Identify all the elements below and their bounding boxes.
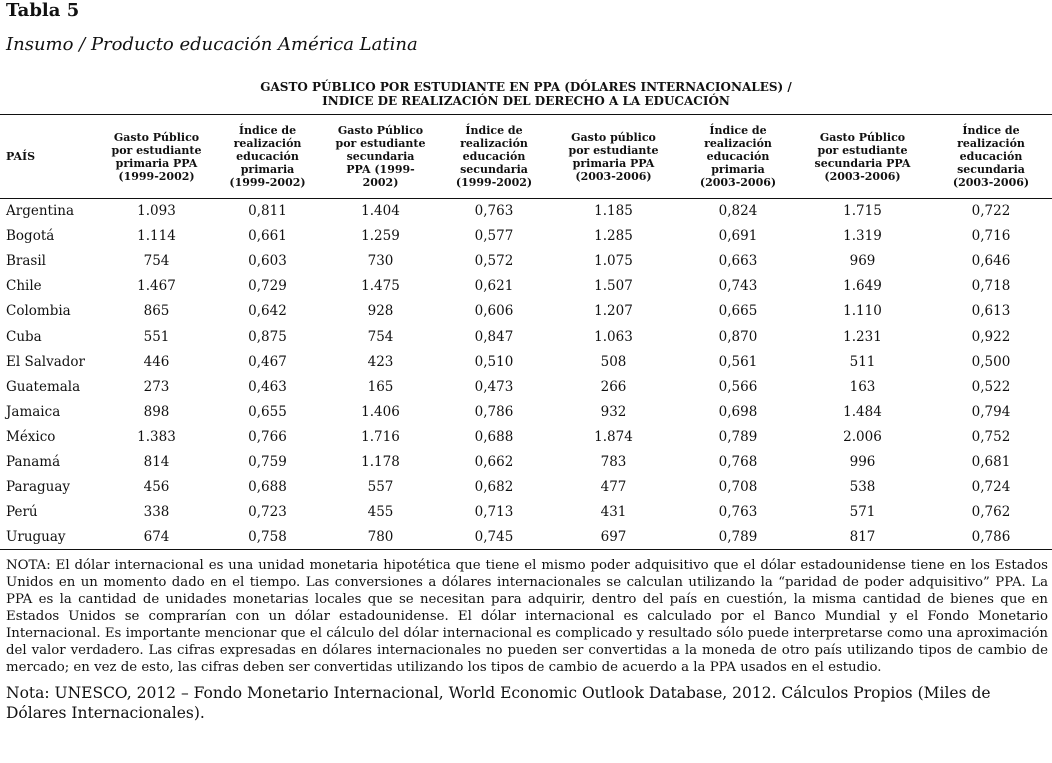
column-header bbox=[216, 115, 319, 199]
value-cell: 0,824 bbox=[718, 203, 758, 220]
column-header-line: realización bbox=[957, 137, 1025, 150]
country-cell: México bbox=[6, 428, 56, 445]
caption-line-2: INDICE DE REALIZACIÓN DEL DERECHO A LA EDUCACIÓN bbox=[322, 94, 730, 108]
value-cell: 477 bbox=[600, 479, 627, 496]
value-cell: 754 bbox=[367, 328, 394, 345]
value-cell: 1.484 bbox=[843, 403, 882, 420]
value-cell: 0,847 bbox=[474, 328, 514, 345]
column-header-line: secundaria bbox=[957, 163, 1025, 176]
value-cell: 0,577 bbox=[474, 228, 514, 245]
column-header-line: 2002) bbox=[362, 176, 399, 189]
value-cell: 0,473 bbox=[474, 378, 514, 395]
table-label: Tabla 5 bbox=[6, 0, 80, 21]
value-cell: 0,682 bbox=[474, 479, 514, 496]
value-cell: 932 bbox=[600, 403, 627, 420]
column-header-line: realización bbox=[704, 137, 772, 150]
value-cell: 0,762 bbox=[971, 504, 1011, 521]
value-cell: 0,922 bbox=[971, 328, 1011, 345]
value-cell: 0,724 bbox=[971, 479, 1011, 496]
value-cell: 0,789 bbox=[718, 428, 758, 445]
value-cell: 1.178 bbox=[361, 453, 400, 470]
value-cell: 571 bbox=[849, 504, 876, 521]
value-cell: 557 bbox=[367, 479, 394, 496]
country-cell: El Salvador bbox=[6, 353, 85, 370]
column-header-line: educación bbox=[462, 150, 526, 163]
value-cell: 0,752 bbox=[971, 428, 1011, 445]
table-body bbox=[0, 199, 1052, 550]
value-cell: 0,463 bbox=[248, 378, 287, 395]
value-cell: 0,681 bbox=[971, 453, 1011, 470]
value-cell: 0,566 bbox=[718, 378, 758, 395]
table-row bbox=[0, 475, 1052, 500]
column-header-line: educación bbox=[236, 150, 299, 163]
value-cell: 0,688 bbox=[248, 479, 287, 496]
value-cell: 0,663 bbox=[718, 253, 758, 270]
table-row bbox=[0, 374, 1052, 399]
value-cell: 1.319 bbox=[843, 228, 882, 245]
value-cell: 511 bbox=[849, 353, 876, 370]
value-cell: 0,691 bbox=[718, 228, 758, 245]
country-cell: Guatemala bbox=[6, 378, 81, 395]
value-cell: 0,646 bbox=[971, 253, 1011, 270]
column-header-line: secundaria PPA bbox=[814, 156, 911, 170]
column-header-line: primaria bbox=[711, 163, 765, 176]
column-header-line: por estudiante bbox=[111, 143, 202, 157]
value-cell: 1.649 bbox=[843, 278, 882, 295]
value-cell: 0,467 bbox=[248, 353, 287, 370]
column-header-line: Gasto público bbox=[571, 130, 656, 144]
table-note: NOTA: El dólar internacional es una unidad monetaria hipotética que tiene el mismo poder adquisitivo que el dólar estadounidense tiene en los Estados Unidos en un momento dado en el tiempo. Las conversiones a dólares internacionales se calculan utilizando la “paridad de poder adquisitivo” PPA. La PPA es la cantidad de unidades monetarias locales que se necesitan para adquirir, dentro del país en cuestión, la misma cantidad de bienes que en Estados Unidos se comprarían con un dólar estadounidense. El dólar internacional es calculado por el Banco Mundial y el Fondo Monetario Internacional. Es importante mencionar que el cálculo del dólar internacional es complicado y resultado sólo puede interpretarse como una aproximación del valor verdadero. Las cifras expresadas en dólares internacionales no pueden ser convertidas a la moneda de otro país utilizando tipos de cambio de mercado; en vez de esto, las cifras deben ser convertidas utilizando los tipos de cambio de acuerdo a la PPA usados en el estudio. bbox=[6, 558, 1048, 675]
table-row bbox=[0, 324, 1052, 349]
table-row bbox=[0, 349, 1052, 374]
value-cell: 1.874 bbox=[594, 428, 633, 445]
value-cell: 898 bbox=[143, 403, 170, 420]
value-cell: 431 bbox=[600, 504, 627, 521]
value-cell: 0,729 bbox=[248, 278, 287, 295]
value-cell: 1.507 bbox=[594, 278, 633, 295]
value-cell: 0,763 bbox=[474, 203, 514, 220]
column-header-line: (1999-2002) bbox=[455, 176, 533, 189]
column-header-line: (1999-2002) bbox=[118, 169, 195, 183]
value-cell: 338 bbox=[143, 504, 170, 521]
value-cell: 0,723 bbox=[248, 504, 287, 521]
column-header-line: educación bbox=[706, 150, 770, 163]
table-title: Insumo / Producto educación América Latina bbox=[6, 34, 418, 55]
value-cell: 0,655 bbox=[248, 403, 287, 420]
value-cell: 0,621 bbox=[474, 278, 514, 295]
value-cell: 0,870 bbox=[718, 328, 758, 345]
value-cell: 456 bbox=[143, 479, 170, 496]
value-cell: 0,688 bbox=[474, 428, 514, 445]
value-cell: 0,794 bbox=[971, 403, 1011, 420]
country-cell: Paraguay bbox=[6, 479, 71, 496]
column-header-line: Gasto Público bbox=[819, 130, 906, 144]
value-cell: 0,522 bbox=[971, 378, 1011, 395]
value-cell: 0,572 bbox=[474, 253, 514, 270]
caption-line-1: GASTO PÚBLICO POR ESTUDIANTE EN PPA (DÓLARES INTERNACIONALES) / bbox=[260, 80, 792, 94]
value-cell: 0,789 bbox=[681, 525, 795, 550]
value-cell: 0,766 bbox=[248, 428, 287, 445]
data-table bbox=[0, 114, 1052, 550]
column-header-line: PPA (1999- bbox=[346, 163, 415, 176]
column-header-line: (1999-2002) bbox=[229, 176, 306, 189]
column-header-line: por estudiante bbox=[568, 143, 659, 157]
value-cell: 0,500 bbox=[971, 353, 1011, 370]
column-header-line: (2003-2006) bbox=[699, 176, 777, 189]
value-cell: 928 bbox=[367, 303, 394, 320]
value-cell: 0,759 bbox=[248, 453, 287, 470]
value-cell: 0,722 bbox=[971, 203, 1011, 220]
value-cell: 0,708 bbox=[718, 479, 758, 496]
value-cell: 1.063 bbox=[594, 328, 633, 345]
column-header-line: secundaria bbox=[460, 163, 528, 176]
value-cell: 0,613 bbox=[971, 303, 1011, 320]
column-header-line: (2003-2006) bbox=[824, 169, 901, 183]
value-cell: 0,768 bbox=[718, 453, 758, 470]
value-cell: 0,661 bbox=[248, 228, 287, 245]
column-header bbox=[546, 115, 681, 199]
country-cell: Bogotá bbox=[6, 228, 55, 245]
table-row bbox=[0, 249, 1052, 274]
country-cell: Argentina bbox=[6, 203, 75, 220]
value-cell: 0,875 bbox=[248, 328, 287, 345]
column-header-line: Gasto Público bbox=[113, 130, 200, 144]
country-cell: Brasil bbox=[6, 253, 46, 270]
value-cell: 266 bbox=[600, 378, 627, 395]
country-cell: Jamaica bbox=[6, 403, 61, 420]
value-cell: 1.075 bbox=[594, 253, 633, 270]
value-cell: 0,713 bbox=[474, 504, 514, 521]
table-row bbox=[0, 525, 1052, 550]
column-header-line: (2003-2006) bbox=[575, 169, 652, 183]
column-header-line: Índice de bbox=[962, 124, 1020, 137]
table-row bbox=[0, 424, 1052, 449]
value-cell: 0,763 bbox=[718, 504, 758, 521]
value-cell: 455 bbox=[367, 504, 394, 521]
value-cell: 1.185 bbox=[594, 203, 633, 220]
value-cell: 1.259 bbox=[361, 228, 400, 245]
value-cell: 163 bbox=[849, 378, 876, 395]
value-cell: 0,510 bbox=[474, 353, 514, 370]
value-cell: 508 bbox=[600, 353, 627, 370]
value-cell: 1.475 bbox=[361, 278, 400, 295]
value-cell: 1.383 bbox=[137, 428, 176, 445]
column-header-line: (2003-2006) bbox=[952, 176, 1030, 189]
column-header-line: primaria PPA bbox=[572, 156, 655, 170]
value-cell: 0,561 bbox=[718, 353, 758, 370]
value-cell: 0,786 bbox=[930, 525, 1052, 550]
table-row bbox=[0, 399, 1052, 424]
column-header bbox=[319, 115, 442, 199]
column-header-line: por estudiante bbox=[817, 143, 908, 157]
value-cell: 0,603 bbox=[248, 253, 287, 270]
column-header-line: primaria PPA bbox=[115, 156, 198, 170]
column-header-line: primaria bbox=[240, 163, 295, 176]
value-cell: 674 bbox=[97, 525, 216, 550]
column-header bbox=[0, 115, 97, 199]
table-caption bbox=[0, 80, 1052, 108]
column-header-line: Gasto Público bbox=[337, 124, 424, 137]
column-header bbox=[930, 115, 1052, 199]
value-cell: 423 bbox=[367, 353, 394, 370]
column-header-line: realización bbox=[233, 137, 302, 150]
value-cell: 0,606 bbox=[474, 303, 514, 320]
column-header bbox=[795, 115, 930, 199]
column-header bbox=[97, 115, 216, 199]
value-cell: 0,662 bbox=[474, 453, 514, 470]
value-cell: 1.093 bbox=[137, 203, 176, 220]
value-cell: 0,665 bbox=[718, 303, 758, 320]
value-cell: 865 bbox=[143, 303, 170, 320]
column-header-line: Índice de bbox=[709, 124, 767, 137]
value-cell: 0,811 bbox=[248, 203, 287, 220]
column-header-line: realización bbox=[460, 137, 528, 150]
value-cell: 1.110 bbox=[843, 303, 882, 320]
value-cell: 1.715 bbox=[843, 203, 882, 220]
country-cell: Uruguay bbox=[0, 525, 97, 550]
value-cell: 730 bbox=[367, 253, 394, 270]
value-cell: 538 bbox=[849, 479, 876, 496]
table-row bbox=[0, 224, 1052, 249]
column-header-line: educación bbox=[959, 150, 1023, 163]
value-cell: 697 bbox=[546, 525, 681, 550]
value-cell: 1.207 bbox=[594, 303, 633, 320]
value-cell: 754 bbox=[143, 253, 170, 270]
value-cell: 273 bbox=[143, 378, 170, 395]
value-cell: 814 bbox=[143, 453, 170, 470]
country-cell: Colombia bbox=[6, 303, 71, 320]
table-row bbox=[0, 299, 1052, 324]
column-header-line: Índice de bbox=[238, 124, 297, 137]
value-cell: 1.404 bbox=[361, 203, 400, 220]
value-cell: 996 bbox=[849, 453, 876, 470]
value-cell: 0,758 bbox=[216, 525, 319, 550]
value-cell: 1.285 bbox=[594, 228, 633, 245]
value-cell: 1.114 bbox=[137, 228, 176, 245]
value-cell: 0,642 bbox=[248, 303, 287, 320]
value-cell: 0,716 bbox=[971, 228, 1011, 245]
value-cell: 0,698 bbox=[718, 403, 758, 420]
column-header-line: PAÍS bbox=[6, 150, 36, 163]
value-cell: 0,743 bbox=[718, 278, 758, 295]
value-cell: 0,718 bbox=[971, 278, 1011, 295]
value-cell: 1.406 bbox=[361, 403, 400, 420]
value-cell: 817 bbox=[795, 525, 930, 550]
country-cell: Panamá bbox=[6, 453, 61, 470]
table-row bbox=[0, 500, 1052, 525]
country-cell: Cuba bbox=[6, 328, 42, 345]
value-cell: 1.231 bbox=[843, 328, 882, 345]
value-cell: 1.716 bbox=[361, 428, 400, 445]
value-cell: 0,786 bbox=[474, 403, 514, 420]
table-header-row bbox=[0, 115, 1052, 199]
column-header-line: secundaria bbox=[346, 150, 415, 163]
value-cell: 1.467 bbox=[137, 278, 176, 295]
table-row bbox=[0, 274, 1052, 299]
value-cell: 0,745 bbox=[442, 525, 546, 550]
table-row bbox=[0, 199, 1052, 224]
table-row bbox=[0, 449, 1052, 474]
column-header bbox=[442, 115, 546, 199]
column-header-line: por estudiante bbox=[335, 137, 426, 150]
value-cell: 165 bbox=[367, 378, 394, 395]
source-note: Nota: UNESCO, 2012 – Fondo Monetario Internacional, World Economic Outlook Database, 2012. Cálculos Propios (Miles de Dólares Internacionales). bbox=[6, 684, 991, 722]
value-cell: 551 bbox=[143, 328, 170, 345]
value-cell: 969 bbox=[849, 253, 876, 270]
country-cell: Perú bbox=[6, 504, 38, 521]
value-cell: 2.006 bbox=[843, 428, 882, 445]
value-cell: 446 bbox=[143, 353, 170, 370]
value-cell: 780 bbox=[319, 525, 442, 550]
country-cell: Chile bbox=[6, 278, 42, 295]
column-header bbox=[681, 115, 795, 199]
value-cell: 783 bbox=[600, 453, 627, 470]
column-header-line: Índice de bbox=[465, 124, 523, 137]
